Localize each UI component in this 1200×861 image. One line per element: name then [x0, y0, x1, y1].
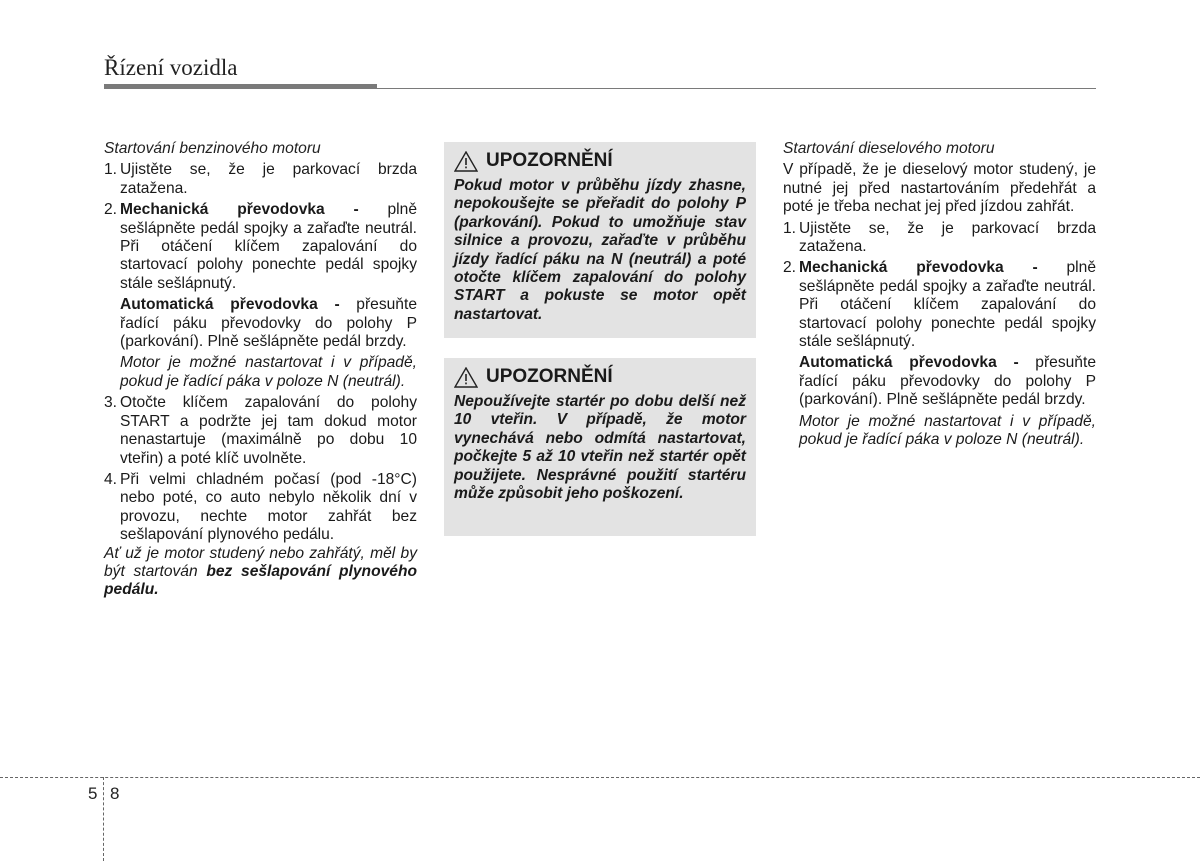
manual-transmission-label: Mechanická převodovka -: [799, 259, 1038, 277]
warning-triangle-icon: [454, 367, 478, 388]
auto-transmission-paragraph: [120, 296, 417, 351]
header-rule-thick: [104, 84, 377, 89]
list-text: Otočte klíčem zapalování do polohy START a podržte jej tam dokud motor nenastartuje (maximálně po dobu 10 vteřin) a poté klíč uvolněte.: [120, 394, 417, 467]
list-number: 4.: [104, 470, 118, 488]
warning-text: Pokud motor v průběhu jízdy zhasne, nepokoušejte se přeřadit do polohy P (parkování). Pokud to umožňuje stav silnice a provozu, zařaďte v průběhu jízdy řadící páku na N (neutrál) a poté otočte klíčem zapalování do polohy START a pokuste se motor opět nastartovat.: [454, 177, 746, 323]
auto-transmission-paragraph: [799, 354, 1096, 409]
list-text: [799, 259, 1096, 351]
footer-vertical-divider: [103, 777, 104, 861]
auto-transmission-label: Automatická převodovka -: [120, 296, 340, 314]
final-note: [104, 545, 417, 600]
warning-title: [454, 366, 746, 388]
left-column: [104, 140, 417, 600]
list-item: [783, 220, 1096, 257]
right-column: [783, 140, 1096, 450]
list-number: 1.: [783, 219, 797, 237]
final-note-bold: bez sešlapování plynového pedálu.: [104, 562, 417, 599]
section-subtitle-petrol: Startování benzinového motoru: [104, 140, 321, 157]
list-number: 2.: [783, 259, 797, 277]
list-number: 3.: [104, 394, 118, 412]
list-text: Ujistěte se, že je parkovací brzda zatažena.: [799, 219, 1096, 256]
list-text: Při velmi chladném počasí (pod -18°C) nebo poté, co auto nebylo několik dní v provozu, nechte motor zahřát bez sešlapování plynového pedálu.: [120, 470, 417, 544]
manual-transmission-text: plně sešlápněte pedál spojky a zařaďte neutrál. Při otáčení klíčem zapalování do startovací polohy ponechte pedál spojky stále sešlápnutý.: [120, 201, 417, 292]
auto-transmission-text: přesuňte řadící páku převodovky do polohy P (parkování). Plně sešlápněte pedál brzdy.: [120, 296, 417, 351]
neutral-note: Motor je možné nastartovat i v případě, pokud je řadící páka v poloze N (neutrál).: [120, 354, 417, 390]
warning-title: [454, 150, 746, 172]
list-item: [783, 259, 1096, 351]
warning-title-text: UPOZORNĚNÍ: [486, 150, 613, 171]
warning-box-2: [444, 358, 756, 536]
list-number: 2.: [104, 201, 118, 219]
auto-transmission-label: Automatická převodovka -: [799, 354, 1019, 372]
list-item: [104, 471, 417, 545]
diesel-intro: V případě, že je dieselový motor studený, je nutné jej před nastartováním předehřát a poté je třeba nechat jej před jízdou zahřát.: [783, 161, 1096, 216]
page-section-number: 5: [88, 784, 98, 803]
list-text: Ujistěte se, že je parkovací brzda zatažena.: [120, 161, 417, 197]
page-title: Řízení vozidla: [104, 55, 238, 80]
list-item: [104, 394, 417, 468]
manual-transmission-label: Mechanická převodovka -: [120, 201, 359, 219]
manual-transmission-text: plně sešlápněte pedál spojky a zařaďte neutrál. Při otáčení klíčem zapalování do startovací polohy ponechte pedál spojky stále sešlápnutý.: [799, 259, 1096, 351]
neutral-note: Motor je možné nastartovat i v případě, pokud je řadící páka v poloze N (neutrál).: [799, 412, 1096, 449]
list-item: [104, 161, 417, 198]
warning-triangle-icon: [454, 151, 478, 172]
list-item: [104, 201, 417, 293]
section-subtitle-diesel: Startování dieselového motoru: [783, 140, 995, 157]
warning-title-text: UPOZORNĚNÍ: [486, 366, 613, 387]
final-note-text: Ať už je motor studený nebo zahřátý, měl by být startován: [104, 544, 417, 580]
list-number: 1.: [104, 161, 118, 179]
list-text: [120, 201, 417, 293]
footer-divider: [0, 777, 1200, 778]
warning-text: Nepoužívejte startér po dobu delší než 10 vteřin. V případě, že motor vynechává nebo odmítá nastartovat, počkejte 5 až 10 vteřin než startér opět použijete. Nesprávné použití startéru může způsobit jeho poškození.: [454, 393, 746, 503]
header-rule-thin: [377, 88, 1096, 89]
page-number: 8: [110, 784, 120, 803]
warning-box-1: [444, 142, 756, 338]
auto-transmission-text: přesuňte řadící páku převodovky do polohy P (parkování). Plně sešlápněte pedál brzdy.: [799, 354, 1096, 409]
